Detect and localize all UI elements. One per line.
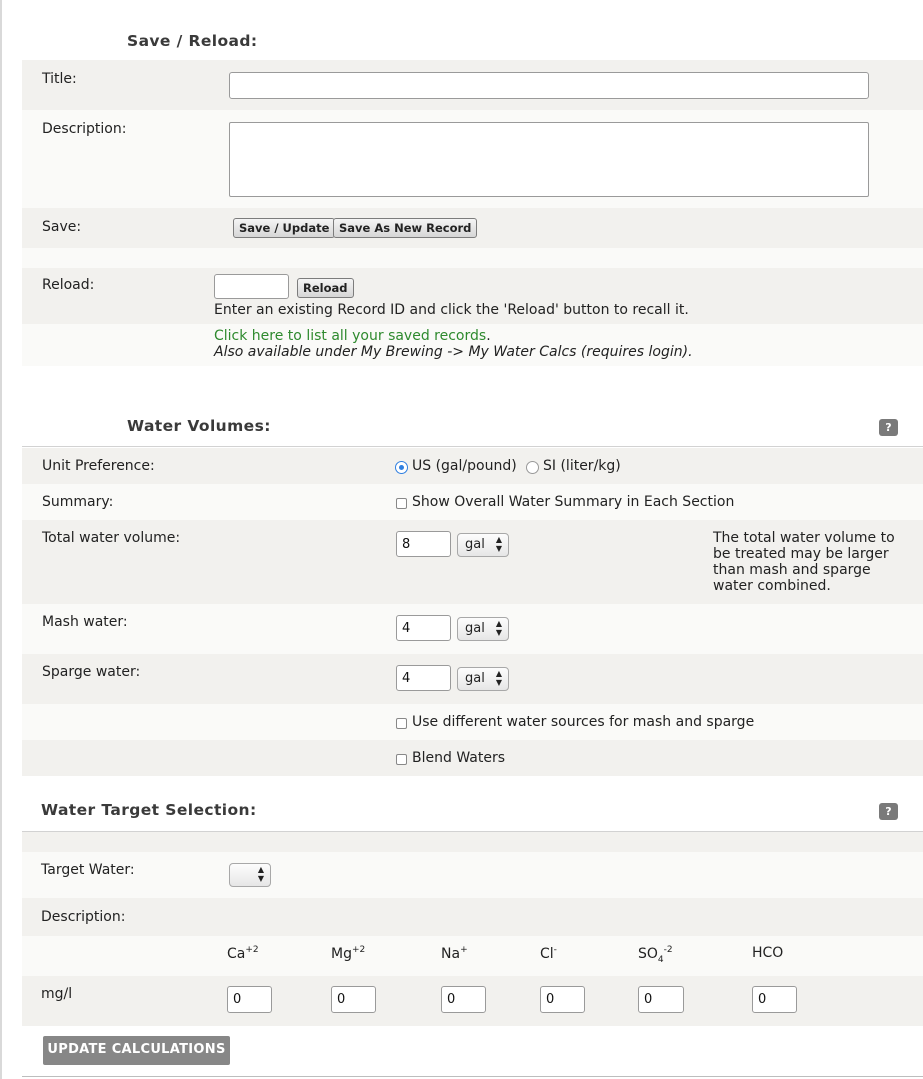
- mash-unit-value: gal: [465, 621, 485, 636]
- also-available-note: Also available under My Brewing -> My Water Calcs (requires login).: [214, 344, 693, 360]
- total-volume-label: Total water volume:: [42, 530, 181, 546]
- unit-us-radio[interactable]: [395, 461, 408, 474]
- title-label: Title:: [42, 71, 77, 87]
- ion-header-row: [22, 936, 923, 976]
- water-volumes-header: Water Volumes:: [127, 417, 271, 435]
- ca-input[interactable]: [227, 986, 272, 1013]
- mash-water-unit-select[interactable]: gal ▲ ▼: [457, 617, 509, 641]
- total-volume-unit-select[interactable]: gal ▲ ▼: [457, 533, 509, 557]
- save-spacer: [22, 248, 923, 268]
- water-volumes-help-icon[interactable]: ?: [879, 419, 898, 436]
- hco-input[interactable]: [752, 986, 797, 1013]
- target-spacer: [22, 832, 923, 852]
- reload-id-input[interactable]: [214, 274, 289, 299]
- blend-waters-label[interactable]: Blend Waters: [412, 750, 505, 766]
- blend-waters-checkbox[interactable]: [396, 754, 407, 765]
- target-water-select[interactable]: ▲ ▼: [229, 863, 271, 887]
- page-left-border: [0, 0, 2, 1079]
- total-unit-value: gal: [465, 537, 485, 552]
- ion-na-name: Na: [441, 946, 461, 962]
- save-update-button[interactable]: Save / Update: [233, 218, 335, 238]
- ion-cl-charge: -: [553, 945, 557, 955]
- unit-us-label[interactable]: US (gal/pound): [412, 458, 517, 474]
- ion-so-charge: -2: [663, 945, 673, 955]
- mgl-label: mg/l: [41, 986, 73, 1002]
- ion-mg-charge: +2: [351, 945, 366, 955]
- summary-label: Summary:: [42, 494, 114, 510]
- ion-cl-header: [540, 945, 557, 962]
- ion-so-name: SO: [638, 946, 658, 962]
- mg-input[interactable]: [331, 986, 376, 1013]
- unit-si-label[interactable]: SI (liter/kg): [543, 458, 621, 474]
- target-description-row: [22, 898, 923, 936]
- mash-water-input[interactable]: [396, 615, 451, 641]
- ion-mg-name: Mg: [331, 946, 352, 962]
- sparge-unit-value: gal: [465, 671, 485, 686]
- reload-button[interactable]: Reload: [297, 278, 354, 298]
- summary-checkbox[interactable]: [396, 498, 407, 509]
- target-water-label: Target Water:: [41, 862, 135, 878]
- save-label: Save:: [42, 219, 82, 235]
- so4-input[interactable]: [638, 986, 684, 1013]
- ion-ca-name: Ca: [227, 946, 246, 962]
- total-volume-note: The total water volume to be treated may be larger than mash and sparge water combined.: [713, 530, 895, 594]
- reload-hint: Enter an existing Record ID and click the 'Reload' button to recall it.: [214, 302, 689, 318]
- diff-sources-label[interactable]: Use different water sources for mash and sparge: [412, 714, 755, 730]
- na-input[interactable]: [441, 986, 486, 1013]
- ion-na-charge: +: [460, 945, 468, 955]
- ion-mg-header: [331, 945, 365, 962]
- list-link-period: .: [486, 328, 491, 344]
- ion-ca-charge: +2: [245, 945, 259, 955]
- target-header: Water Target Selection:: [41, 801, 257, 819]
- title-input[interactable]: [229, 72, 869, 99]
- target-water-row: [22, 852, 923, 898]
- ion-hco-header: HCO: [752, 945, 784, 961]
- bottom-divider: [22, 1076, 923, 1077]
- reload-label: Reload:: [42, 277, 95, 293]
- total-volume-input[interactable]: [396, 531, 451, 557]
- sparge-water-label: Sparge water:: [42, 664, 141, 680]
- description-textarea[interactable]: [229, 122, 869, 197]
- summary-checkbox-label[interactable]: Show Overall Water Summary in Each Section: [412, 494, 735, 510]
- ion-so-sub: 4: [657, 955, 664, 965]
- save-reload-header: Save / Reload:: [127, 32, 258, 50]
- target-description-label: Description:: [41, 909, 126, 925]
- divider: [22, 446, 923, 447]
- sparge-water-input[interactable]: [396, 665, 451, 691]
- ion-so4-header: [638, 945, 673, 965]
- cl-input[interactable]: [540, 986, 585, 1013]
- mash-water-label: Mash water:: [42, 614, 128, 630]
- ion-na-header: [441, 945, 468, 962]
- unit-si-radio[interactable]: [526, 461, 539, 474]
- ion-ca-header: [227, 945, 259, 962]
- description-label: Description:: [42, 121, 127, 137]
- target-help-icon[interactable]: ?: [879, 803, 898, 820]
- save-as-new-button[interactable]: Save As New Record: [333, 218, 477, 238]
- unit-preference-label: Unit Preference:: [42, 458, 155, 474]
- diff-sources-checkbox[interactable]: [396, 718, 407, 729]
- sparge-water-unit-select[interactable]: gal ▲ ▼: [457, 667, 509, 691]
- ion-cl-name: Cl: [540, 946, 554, 962]
- list-records-link[interactable]: Click here to list all your saved records: [214, 328, 487, 344]
- update-calculations-button[interactable]: UPDATE CALCULATIONS: [43, 1036, 230, 1065]
